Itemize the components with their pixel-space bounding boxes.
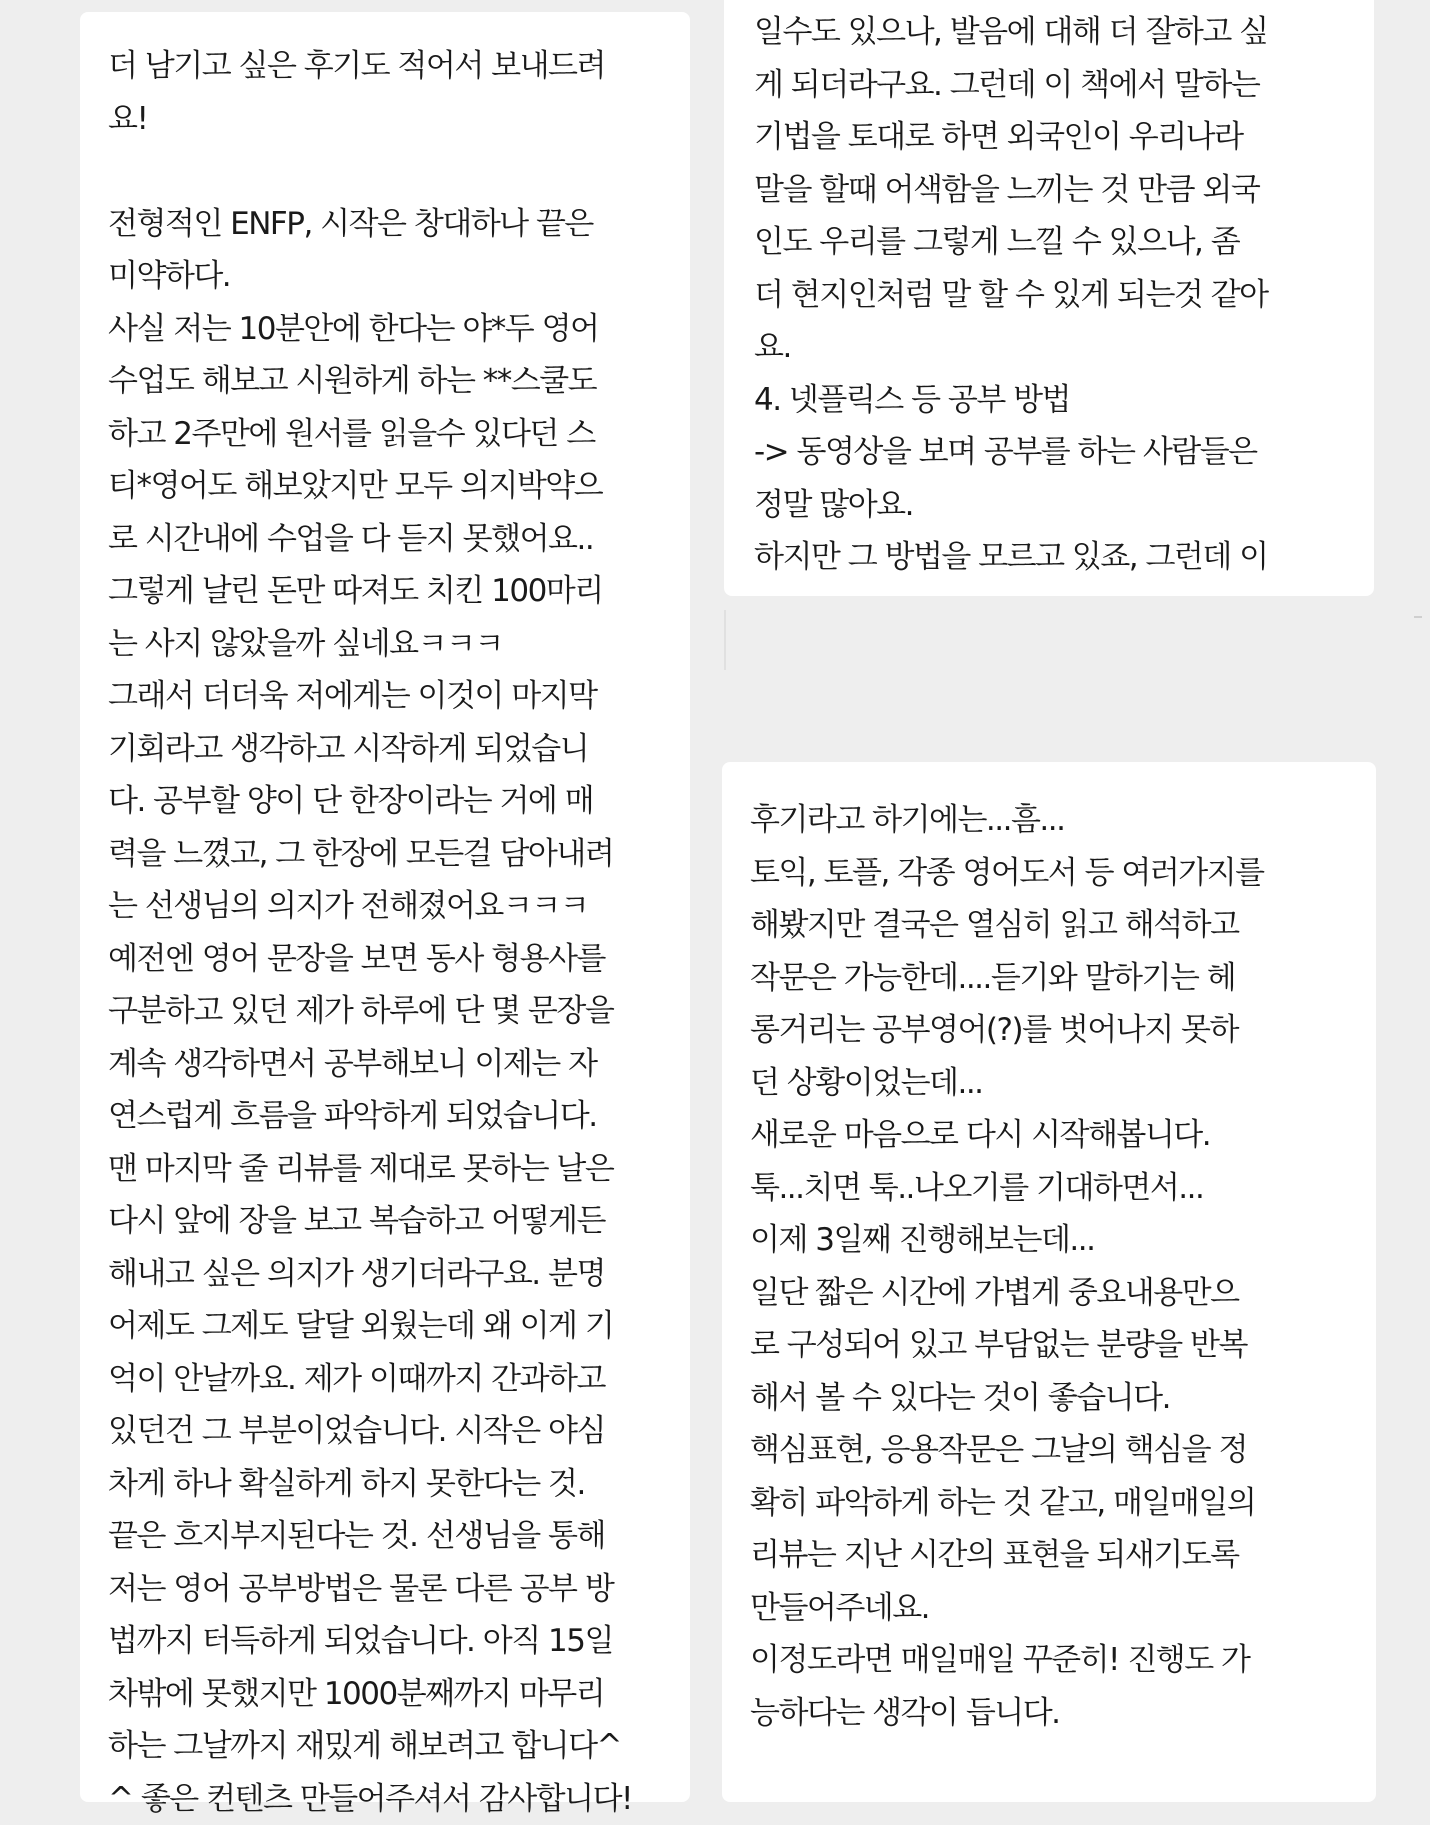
review-text-right-bottom: 후기라고 하기에는...흠... 토익, 토플, 각종 영어도서 등 여러가지를 해봤지만 결국은 열심히 읽고 해석하고 작문은 가능한데....듣기와 말하기는 헤 롱거리는 공부영어(?)를 벗어나지 못하 던 상황이었는데... 새로운 마음으로 다시 시작해봅니다. 툭...치면 툭..나오기를 기대하면서... 이제 3일째 진행해보는데... 일단 짧은 시간에 가볍게 중요내용만으 로 구성되어 있고 부담없는 분량을 반복 해서 볼 수 있다는 것이 좋습니다. 핵심표현, 응용작문은 그날의 핵심을 정 확히 파악하게 하는 것 같고, 매일매일의 리뷰는 지난 시간의 표현을 되새기도록 만들어주네요. 이정도라면 매일매일 꾸준히! 진행도 가 능하다는 생각이 듭니다. (750, 802, 1264, 1731)
review-message-right-bottom (722, 762, 1376, 1802)
review-text-left: 더 남기고 싶은 후기도 적어서 보내드려 요! 전형적인 ENFP, 시작은 창대하나 끝은 미약하다. 사실 저는 10분안에 한다는 야*두 영어 수업도 해보고 시원하게 하는 **스쿨도 하고 2주만에 원서를 읽을수 있다던 스 티*영어도 해보았지만 모두 의지박약으 로 시간내에 수업을 다 듣지 못했어요.. 그렇게 날린 돈만 따져도 치킨 100마리 는 사지 않았을까 싶네요ㅋㅋㅋ 그래서 더더욱 저에게는 이것이 마지막 기회라고 생각하고 시작하게 되었습니 다. 공부할 양이 단 한장이라는 거에 매 력을 느꼈고, 그 한장에 모든걸 담아내려 는 선생님의 의지가 전해졌어요ㅋㅋㅋ 예전엔 영어 문장을 보면 동사 형용사를 구분하고 있던 제가 하루에 단 몇 문장을 계속 생각하면서 공부해보니 이제는 자 연스럽게 흐름을 파악하게 되었습니다. 맨 마지막 줄 리뷰를 제대로 못하는 날은 다시 앞에 장을 보고 복습하고 어떻게든 해내고 싶은 의지가 생기더라구요. 분명 어제도 그제도 달달 외웠는데 왜 이게 기 억이 안날까요. 제가 이때까지 간과하고 있던건 그 부분이었습니다. 시작은 야심 차게 하나 확실하게 하지 못한다는 것. 끝은 흐지부지된다는 것. 선생님을 통해 저는 영어 공부방법은 물론 다른 공부 방 법까지 터득하게 되었습니다. 아직 15일 차밖에 못했지만 1000분째까지 마무리 하는 그날까지 재밌게 해보려고 합니다^ ^ 좋은 컨텐츠 만들어주셔서 감사합니다! (108, 48, 632, 1817)
review-message-right-top (724, 0, 1374, 596)
screenshot-divider-right (1414, 616, 1422, 618)
review-text-right-top: 일수도 있으나, 발음에 대해 더 잘하고 싶 게 되더라구요. 그런데 이 책에서 말하는 기법을 토대로 하면 외국인이 우리나라 말을 할때 어색함을 느끼는 것 만큼 외국 인도 우리를 그렇게 느낄 수 있으나, 좀 더 현지인처럼 말 할 수 있게 되는것 같아 요. 4. 넷플릭스 등 공부 방법 -> 동영상을 보며 공부를 하는 사람들은 정말 많아요. 하지만 그 방법을 모르고 있죠, 그런데 이 (754, 14, 1268, 575)
review-message-left (80, 12, 690, 1817)
screenshot-divider (724, 610, 726, 670)
